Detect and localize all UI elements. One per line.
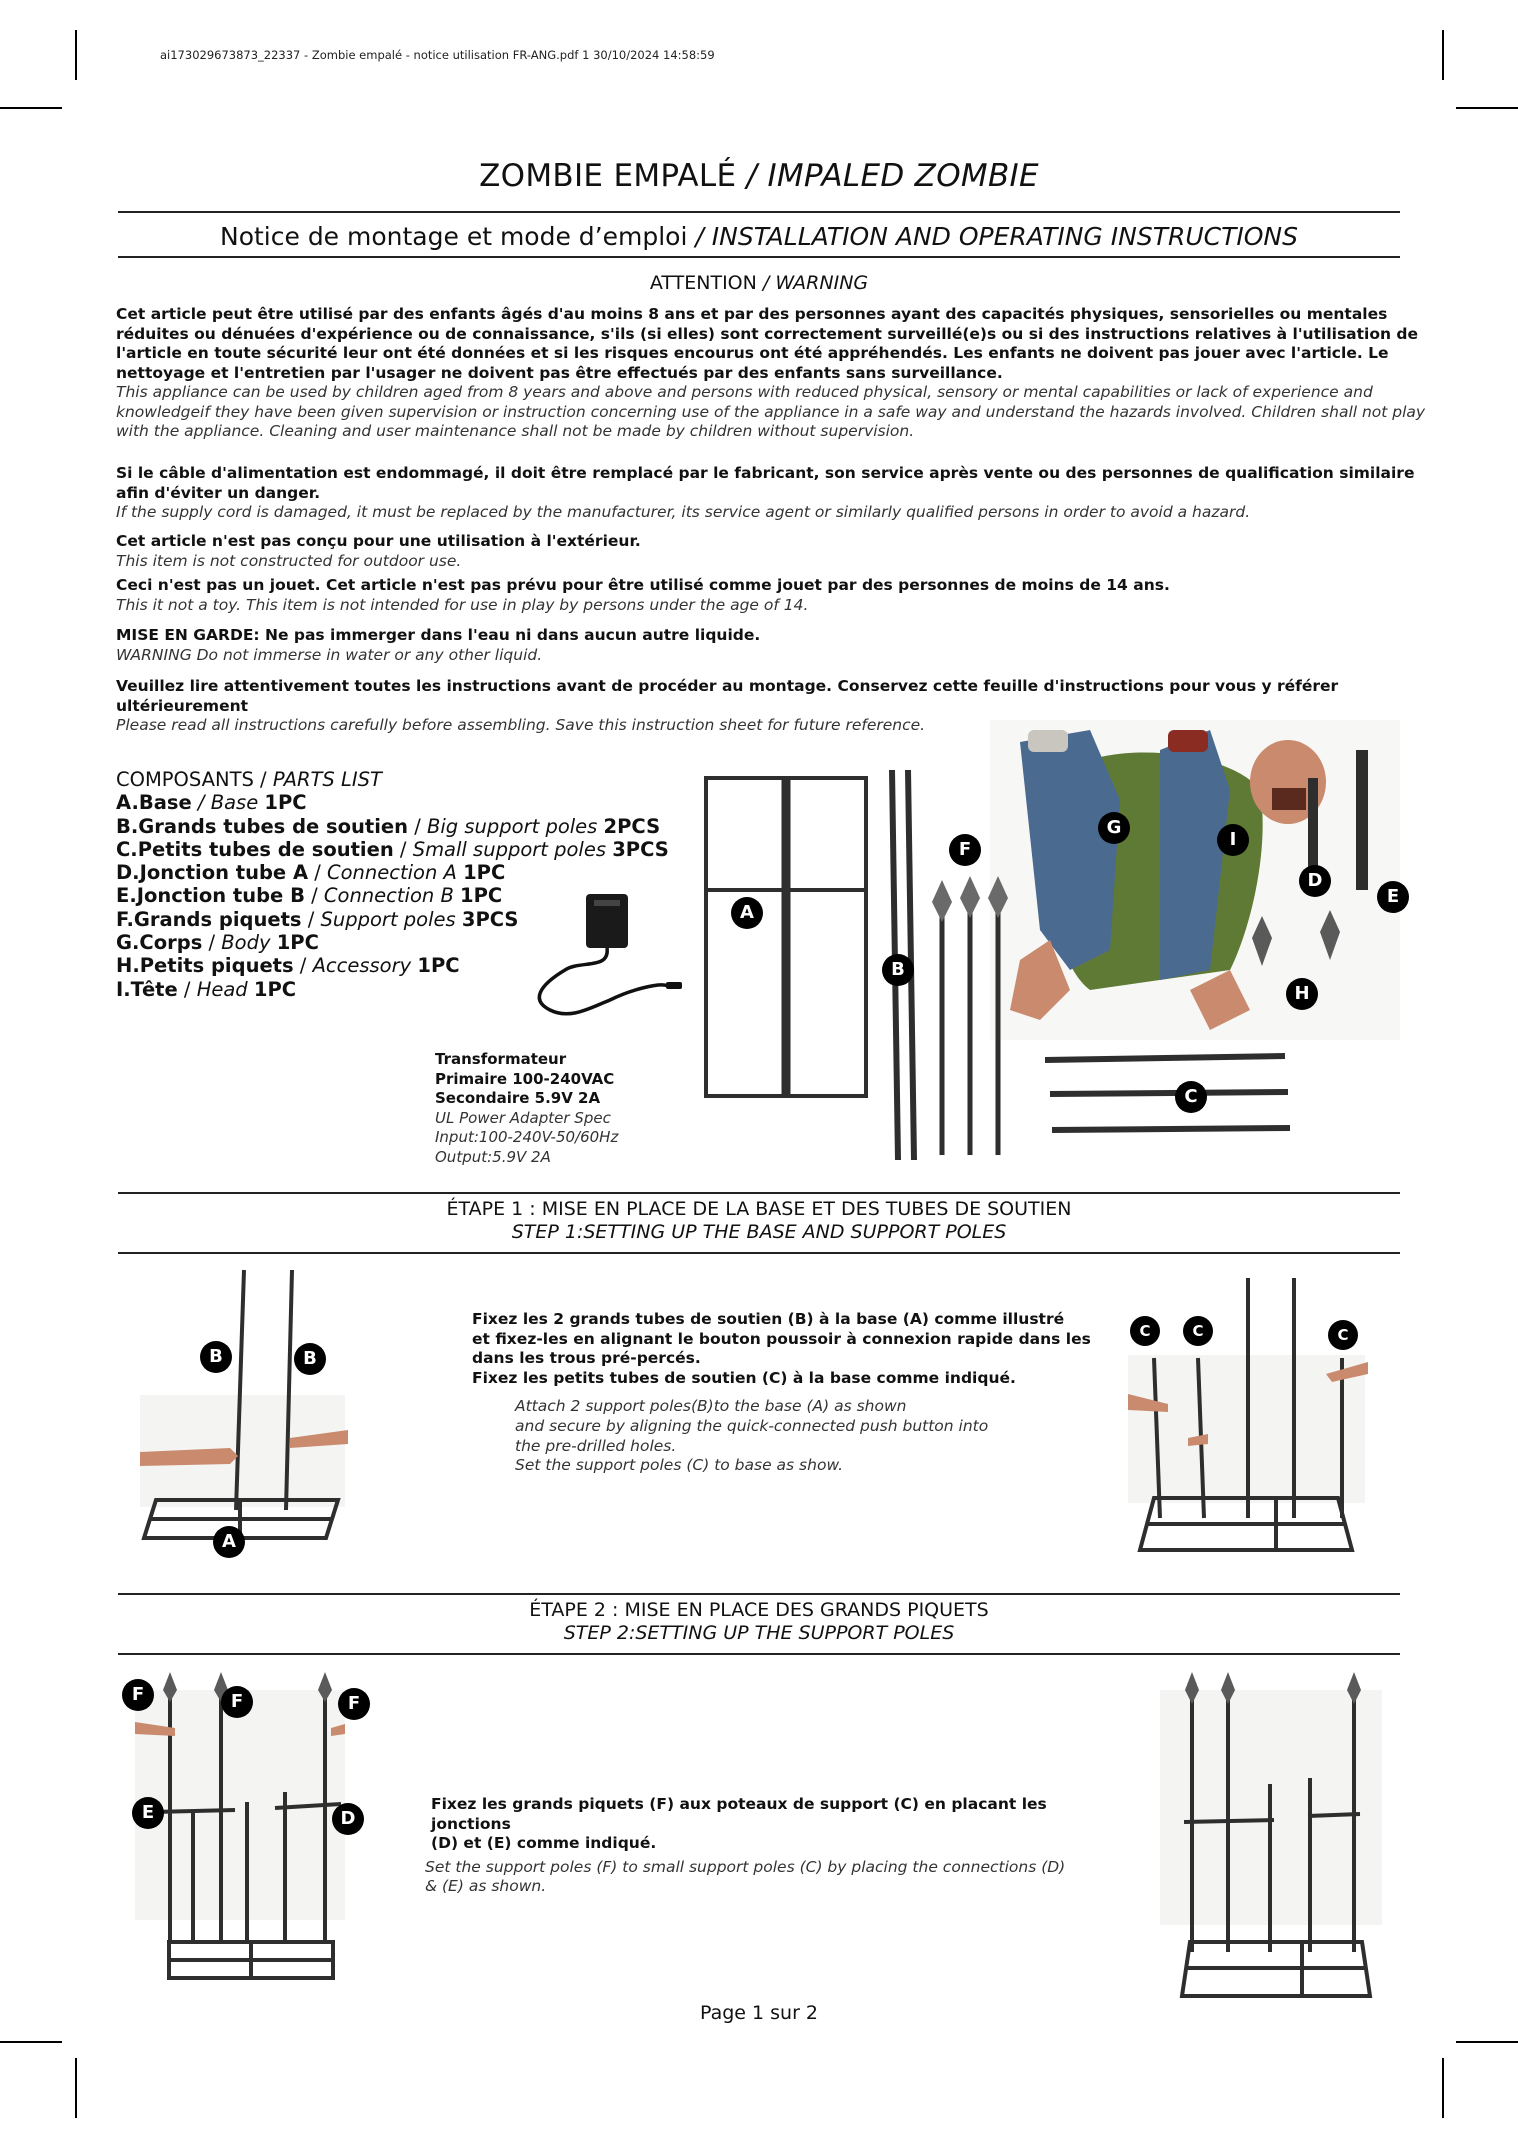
badge-a: A <box>731 897 763 929</box>
badge-i: I <box>1217 824 1249 856</box>
warning-block <box>116 532 1426 571</box>
transformer-spec <box>435 1050 618 1167</box>
title-fr: ZOMBIE EMPALÉ <box>479 158 737 194</box>
divider <box>118 256 1400 258</box>
transformer-output: Output:5.9V 2A <box>435 1147 551 1166</box>
step2-diagram-right <box>1170 1672 1380 2002</box>
step2-en-line: Set the support poles (F) to small support poles (C) by placing the connections (D) <box>425 1857 1066 1876</box>
warning-fr: Veuillez lire attentivement toutes les instructions avant de procéder au montage. Conservez cette feuille d'instructions pour vous y référer ultérieurement <box>116 677 1339 715</box>
step1-fr-line: Fixez les petits tubes de soutien (C) à la base comme indiqué. <box>472 1368 1016 1387</box>
transformer-spec-en: UL Power Adapter Spec <box>435 1108 611 1127</box>
step1-title-en: STEP 1:SETTING UP THE BASE AND SUPPORT POLES <box>511 1221 1007 1243</box>
parts-list-item: G.Corps / Body 1PC <box>116 931 319 955</box>
step1-instructions <box>472 1310 1112 1476</box>
parts-list-item: B.Grands tubes de soutien / Big support poles 2PCS <box>116 814 661 838</box>
badge-f: F <box>338 1688 370 1720</box>
badge-b: B <box>882 954 914 986</box>
crop-mark <box>75 2058 77 2118</box>
warning-fr: Ceci n'est pas un jouet. Cet article n'est pas prévu pour être utilisé comme jouet par des personnes de moins de 14 ans. <box>116 576 1170 594</box>
page-subtitle <box>0 222 1518 251</box>
divider <box>118 1653 1400 1655</box>
warning-en: Please read all instructions carefully before assembling. Save this instruction sheet for future reference. <box>116 716 926 734</box>
step2-title <box>0 1599 1518 1645</box>
badge-g: G <box>1098 812 1130 844</box>
warning-fr: Cet article n'est pas conçu pour une utilisation à l'extérieur. <box>116 532 641 550</box>
warning-en: This it not a toy. This item is not intended for use in play by persons under the age of 14. <box>116 595 809 614</box>
warning-en: If the supply cord is damaged, it must be replaced by the manufacturer, its service agent or similarly qualified persons in order to avoid a hazard. <box>116 503 1251 521</box>
parts-list-item: E.Jonction tube B / Connection B 1PC <box>116 884 503 908</box>
parts-list-item: D.Jonction tube A / Connection A 1PC <box>116 861 506 885</box>
badge-f: F <box>122 1679 154 1711</box>
warning-fr: Si le câble d'alimentation est endommagé, il doit être remplacé par le fabricant, son service après vente ou des personnes de qualification similaire afin d'éviter un danger. <box>116 464 1415 502</box>
divider <box>118 1252 1400 1254</box>
crop-mark <box>0 2041 62 2043</box>
crop-mark <box>0 107 62 109</box>
warning-en: WARNING Do not immerse in water or any other liquid. <box>116 645 543 664</box>
warning-fr: Cet article peut être utilisé par des enfants âgés d'au moins 8 ans et par des personnes ayant des capacités physiques, sensorielles ou mentales réduites ou dénuées d'expérience ou de connaissance, s'ils (si elles) sont correctement surveillé(e)s ou si des instructions relatives à l'utilisation de l'article en toute sécurité leur ont été données et si les risques encourus ont été appréhendés. Les enfants ne doivent pas jouer avec l'article. Le nettoyage et l'entretien par l'usager ne doivent pas être effectués par des enfants sans surveillance. <box>116 305 1419 382</box>
warning-heading-en: WARNING <box>775 272 869 294</box>
transformer-label: Transformateur <box>435 1050 567 1068</box>
step2-diagram-left <box>135 1672 345 1982</box>
crop-mark <box>75 30 77 80</box>
crop-mark <box>1442 30 1444 80</box>
step1-fr-line: et fixez-les en alignant le bouton poussoir à connexion rapide dans les <box>472 1329 1091 1348</box>
page-number: Page 1 sur 2 <box>699 2002 819 2024</box>
step1-title-fr: ÉTAPE 1 : MISE EN PLACE DE LA BASE ET DES TUBES DE SOUTIEN <box>446 1198 1072 1220</box>
step1-fr-line: dans les trous pré-percés. <box>472 1349 701 1368</box>
transformer-input: Input:100-240V-50/60Hz <box>435 1128 619 1146</box>
parts-list-item: C.Petits tubes de soutien / Small support poles 3PCS <box>116 837 669 861</box>
parts-list-item: F.Grands piquets / Support poles 3PCS <box>116 907 519 931</box>
transformer-primary: Primaire 100-240VAC <box>435 1069 615 1088</box>
crop-mark <box>1456 107 1518 109</box>
badge-d: D <box>332 1803 364 1835</box>
badge-d: D <box>1299 865 1331 897</box>
warning-heading <box>0 272 1518 294</box>
page-title <box>0 158 1518 194</box>
parts-list-item: I.Tête / Head 1PC <box>116 977 297 1001</box>
badge-h: H <box>1286 978 1318 1010</box>
step1-diagram-left <box>140 1270 350 1560</box>
warning-heading-sep: / <box>756 272 776 294</box>
crop-mark <box>1442 2058 1444 2118</box>
badge-c: C <box>1130 1316 1160 1346</box>
parts-photo <box>690 730 1390 1170</box>
subtitle-sep: / <box>687 222 712 251</box>
divider <box>118 211 1400 213</box>
parts-list-item: A.Base / Base 1PC <box>116 791 307 815</box>
step1-title <box>0 1198 1518 1244</box>
print-header-meta: ai173029673873_22337 - Zombie empalé - notice utilisation FR-ANG.pdf 1 30/10/2024 14:58:59 <box>160 48 715 62</box>
step1-en-line: Set the support poles (C) to base as show. <box>515 1456 844 1475</box>
badge-c: C <box>1183 1316 1213 1346</box>
badge-c: C <box>1175 1081 1207 1113</box>
badge-e: E <box>1377 881 1409 913</box>
warning-block <box>116 626 1426 665</box>
step2-fr-line: (D) et (E) comme indiqué. <box>431 1834 657 1853</box>
warning-en: This appliance can be used by children aged from 8 years and above and persons with reduced physical, sensory or mental capabilities or lack of experience and knowledgeif they have been given supervision or instruction concerning use of the appliance in a safe way and understand the hazards involved. Children shall not play with the appliance. Cleaning and user maintenance shall not be made by children without supervision. <box>116 383 1426 440</box>
warning-heading-fr: ATTENTION <box>649 272 757 294</box>
step1-fr-line: Fixez les 2 grands tubes de soutien (B) à la base (A) comme illustré <box>472 1310 1065 1328</box>
subtitle-en: INSTALLATION AND OPERATING INSTRUCTIONS <box>711 222 1298 251</box>
step2-title-en: STEP 2:SETTING UP THE SUPPORT POLES <box>563 1622 955 1644</box>
step1-en-line: and secure by aligning the quick-connected push button into <box>515 1416 989 1435</box>
power-adapter-image <box>520 890 690 1040</box>
badge-c: C <box>1328 1320 1358 1350</box>
badge-f: F <box>949 834 981 866</box>
badge-b: B <box>200 1341 232 1373</box>
badge-b: B <box>294 1343 326 1375</box>
badge-f: F <box>221 1686 253 1718</box>
step2-title-fr: ÉTAPE 2 : MISE EN PLACE DES GRANDS PIQUETS <box>529 1599 989 1621</box>
badge-e: E <box>132 1797 164 1829</box>
step2-instructions <box>425 1795 1125 1897</box>
transformer-secondary: Secondaire 5.9V 2A <box>435 1089 601 1107</box>
title-sep: / <box>736 158 768 194</box>
title-en: IMPALED ZOMBIE <box>767 158 1039 194</box>
warning-en: This item is not constructed for outdoor use. <box>116 551 462 570</box>
warning-block <box>116 305 1426 442</box>
warning-block <box>116 576 1426 615</box>
step1-diagram-right <box>1128 1278 1368 1553</box>
subtitle-fr: Notice de montage et mode d’emploi <box>220 222 688 251</box>
step1-en-line: Attach 2 support poles(B)to the base (A) as shown <box>515 1397 907 1416</box>
divider <box>118 1192 1400 1194</box>
warning-fr: MISE EN GARDE: Ne pas immerger dans l'eau ni dans aucun autre liquide. <box>116 626 761 644</box>
crop-mark <box>1456 2041 1518 2043</box>
step1-en-line: the pre-drilled holes. <box>515 1436 677 1455</box>
parts-list-heading: COMPOSANTS / PARTS LIST <box>116 768 382 791</box>
step2-en-line: & (E) as shown. <box>425 1877 547 1896</box>
parts-list-item: H.Petits piquets / Accessory 1PC <box>116 954 460 978</box>
badge-a: A <box>213 1526 245 1558</box>
divider <box>118 1593 1400 1595</box>
warning-block <box>116 464 1426 523</box>
step2-fr-line: Fixez les grands piquets (F) aux poteaux de support (C) en placant les jonctions <box>431 1795 1047 1833</box>
